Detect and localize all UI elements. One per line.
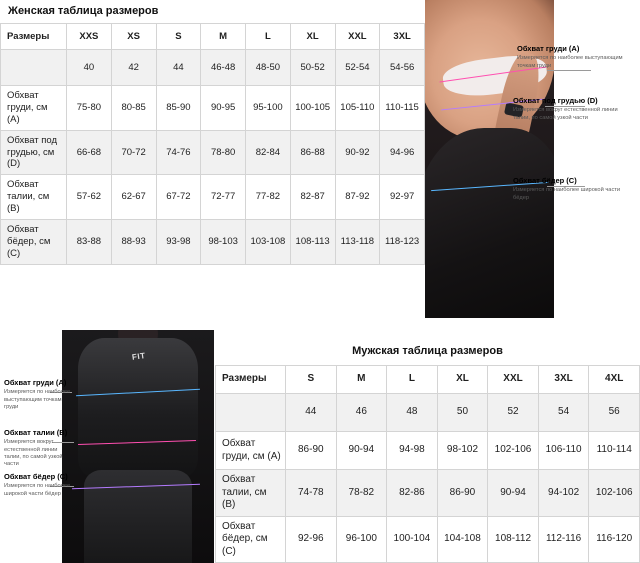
table-cell: 104-108 bbox=[437, 516, 488, 563]
header-cell: XXL bbox=[335, 24, 380, 50]
leader-line-bust bbox=[547, 70, 591, 71]
table-cell: 82-87 bbox=[290, 175, 335, 220]
table-header-row bbox=[1, 24, 425, 50]
table-cell: 82-86 bbox=[387, 470, 438, 517]
model-leggings-shape bbox=[425, 128, 554, 318]
table-cell: 48 bbox=[387, 394, 438, 432]
header-cell: M bbox=[336, 366, 387, 394]
header-cell: M bbox=[201, 24, 246, 50]
callout-hips-title: Обхват бёдер (C) bbox=[513, 176, 577, 185]
table-cell: 57-62 bbox=[67, 175, 112, 220]
header-cell: XXS bbox=[67, 24, 112, 50]
mens-size-chart bbox=[215, 345, 640, 563]
header-cell: XS bbox=[111, 24, 156, 50]
header-cell: Размеры bbox=[216, 366, 286, 394]
table-cell: 80-85 bbox=[111, 86, 156, 131]
header-cell: 3XL bbox=[380, 24, 425, 50]
callout-hips-sub: Измеряется по наиболее широкой части бёдер bbox=[513, 187, 621, 201]
table-cell: 108-113 bbox=[290, 219, 335, 264]
table-cell: 50 bbox=[437, 394, 488, 432]
mens-measurement-illustration bbox=[0, 330, 215, 563]
row-label bbox=[216, 394, 286, 432]
callout-waist-title: Обхват талии (B) bbox=[4, 428, 68, 437]
callout-chest-title: Обхват груди (A) bbox=[4, 378, 67, 387]
table-cell: 118-123 bbox=[380, 219, 425, 264]
table-cell: 98-102 bbox=[437, 432, 488, 470]
table-cell: 88-93 bbox=[111, 219, 156, 264]
callout-bust bbox=[517, 44, 627, 70]
table-cell: 62-67 bbox=[111, 175, 156, 220]
header-cell: 3XL bbox=[538, 366, 589, 394]
mens-model-photo bbox=[62, 330, 214, 563]
table-row bbox=[216, 470, 640, 517]
table-cell: 116-120 bbox=[589, 516, 640, 563]
callout-underbust-sub: Измеряется вокруг естественной линии талии, по самой узкой части bbox=[513, 107, 618, 121]
table-cell: 82-84 bbox=[246, 130, 291, 175]
table-cell: 90-95 bbox=[201, 86, 246, 131]
row-label: Обхват груди, см (A) bbox=[1, 86, 67, 131]
row-label: Обхват талии, см (B) bbox=[216, 470, 286, 517]
table-cell: 98-103 bbox=[201, 219, 246, 264]
table-cell: 93-98 bbox=[156, 219, 201, 264]
table-cell: 96-100 bbox=[336, 516, 387, 563]
table-cell: 90-94 bbox=[336, 432, 387, 470]
callout-hips bbox=[513, 176, 623, 202]
table-cell: 94-102 bbox=[538, 470, 589, 517]
table-cell: 86-90 bbox=[437, 470, 488, 517]
header-cell: XL bbox=[290, 24, 335, 50]
table-header-row bbox=[216, 366, 640, 394]
callout-chest bbox=[4, 378, 74, 411]
table-cell: 56 bbox=[589, 394, 640, 432]
table-cell: 100-105 bbox=[290, 86, 335, 131]
row-label bbox=[1, 50, 67, 86]
callout-hips-title: Обхват бёдер (C) bbox=[4, 472, 68, 481]
table-cell: 52 bbox=[488, 394, 539, 432]
table-cell: 102-106 bbox=[488, 432, 539, 470]
womens-chart-title: Женская таблица размеров bbox=[8, 5, 159, 17]
table-row bbox=[1, 175, 425, 220]
table-cell: 112-116 bbox=[538, 516, 589, 563]
table-cell: 66-68 bbox=[67, 130, 112, 175]
row-label: Обхват под грудью, см (D) bbox=[1, 130, 67, 175]
header-cell: S bbox=[156, 24, 201, 50]
table-cell: 74-78 bbox=[286, 470, 337, 517]
row-label: Обхват бёдер, см (C) bbox=[216, 516, 286, 563]
table-cell: 75-80 bbox=[67, 86, 112, 131]
table-cell: 52-54 bbox=[335, 50, 380, 86]
row-label: Обхват бёдер, см (C) bbox=[1, 219, 67, 264]
callout-underbust-title: Обхват под грудью (D) bbox=[513, 96, 598, 105]
table-cell: 46-48 bbox=[201, 50, 246, 86]
table-cell: 86-90 bbox=[286, 432, 337, 470]
table-row bbox=[1, 86, 425, 131]
womens-size-table bbox=[0, 23, 425, 265]
header-cell: 4XL bbox=[589, 366, 640, 394]
table-cell: 67-72 bbox=[156, 175, 201, 220]
header-cell: L bbox=[387, 366, 438, 394]
table-cell: 92-96 bbox=[286, 516, 337, 563]
table-cell: 70-72 bbox=[111, 130, 156, 175]
brand-logo: FIT bbox=[131, 351, 147, 362]
callout-hips bbox=[4, 472, 74, 498]
callout-chest-sub: Измеряется по наиболее выступающим точкам груди bbox=[4, 389, 71, 410]
table-cell: 50-52 bbox=[290, 50, 335, 86]
table-row bbox=[1, 219, 425, 264]
table-cell: 90-94 bbox=[488, 470, 539, 517]
table-cell: 95-100 bbox=[246, 86, 291, 131]
table-cell: 54-56 bbox=[380, 50, 425, 86]
callout-bust-title: Обхват груди (A) bbox=[517, 44, 580, 53]
callout-waist-sub: Измеряется вокруг естественной линии талии, по самой узкой части bbox=[4, 439, 63, 468]
table-cell: 108-112 bbox=[488, 516, 539, 563]
table-row bbox=[216, 432, 640, 470]
table-cell: 90-92 bbox=[335, 130, 380, 175]
table-cell: 74-76 bbox=[156, 130, 201, 175]
table-row bbox=[1, 130, 425, 175]
table-cell: 94-96 bbox=[380, 130, 425, 175]
callout-underbust bbox=[513, 96, 623, 122]
table-cell: 83-88 bbox=[67, 219, 112, 264]
table-cell: 86-88 bbox=[290, 130, 335, 175]
mens-chart-title: Мужская таблица размеров bbox=[352, 345, 503, 357]
table-cell: 100-104 bbox=[387, 516, 438, 563]
table-cell: 94-98 bbox=[387, 432, 438, 470]
table-cell: 78-82 bbox=[336, 470, 387, 517]
table-cell: 105-110 bbox=[335, 86, 380, 131]
table-cell: 85-90 bbox=[156, 86, 201, 131]
table-row bbox=[216, 516, 640, 563]
table-cell: 42 bbox=[111, 50, 156, 86]
table-cell: 110-115 bbox=[380, 86, 425, 131]
table-cell: 44 bbox=[156, 50, 201, 86]
table-cell: 87-92 bbox=[335, 175, 380, 220]
table-row bbox=[216, 394, 640, 432]
table-cell: 110-114 bbox=[589, 432, 640, 470]
header-cell: XXL bbox=[488, 366, 539, 394]
table-cell: 113-118 bbox=[335, 219, 380, 264]
callout-bust-sub: Измеряется по наиболее выступающим точкам груди bbox=[517, 55, 623, 69]
table-cell: 102-106 bbox=[589, 470, 640, 517]
table-row bbox=[1, 50, 425, 86]
header-cell: L bbox=[246, 24, 291, 50]
header-cell: Размеры bbox=[1, 24, 67, 50]
table-cell: 48-50 bbox=[246, 50, 291, 86]
womens-measurement-illustration bbox=[425, 0, 640, 318]
table-cell: 54 bbox=[538, 394, 589, 432]
table-cell: 44 bbox=[286, 394, 337, 432]
table-cell: 78-80 bbox=[201, 130, 246, 175]
table-cell: 46 bbox=[336, 394, 387, 432]
womens-size-chart bbox=[0, 0, 425, 265]
callout-hips-sub: Измеряется по наиболее широкой части бёдер bbox=[4, 483, 71, 497]
table-cell: 103-108 bbox=[246, 219, 291, 264]
header-cell: XL bbox=[437, 366, 488, 394]
callout-waist bbox=[4, 428, 74, 469]
table-cell: 106-110 bbox=[538, 432, 589, 470]
table-cell: 92-97 bbox=[380, 175, 425, 220]
header-cell: S bbox=[286, 366, 337, 394]
mens-size-table bbox=[215, 365, 640, 563]
table-cell: 72-77 bbox=[201, 175, 246, 220]
row-label: Обхват груди, см (A) bbox=[216, 432, 286, 470]
row-label: Обхват талии, см (B) bbox=[1, 175, 67, 220]
table-cell: 40 bbox=[67, 50, 112, 86]
table-cell: 77-82 bbox=[246, 175, 291, 220]
